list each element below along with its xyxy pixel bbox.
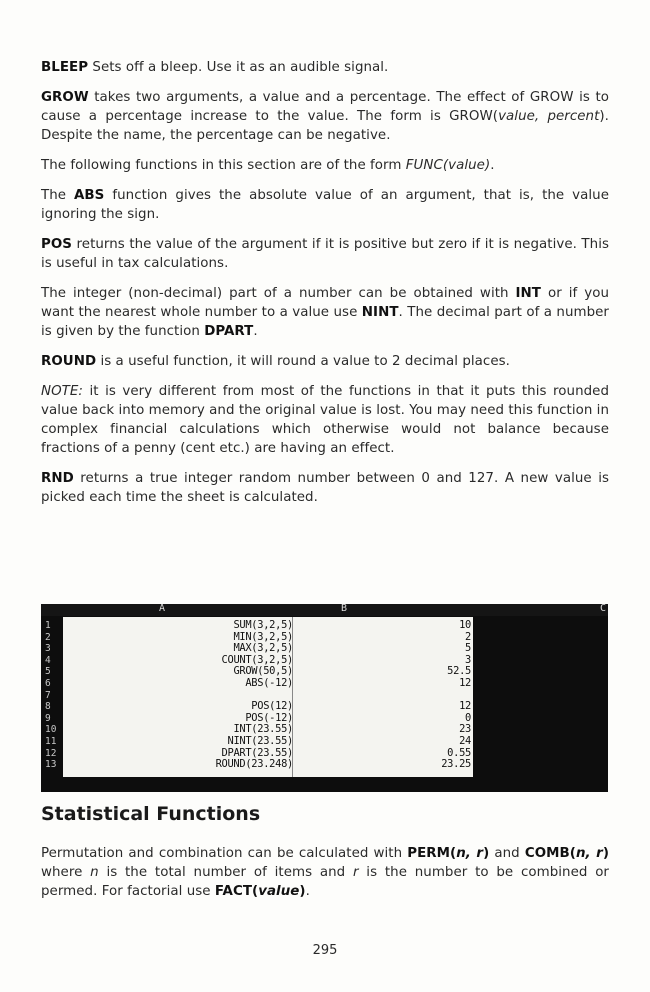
- sheet-cells: [63, 617, 473, 777]
- cell-result: 23: [459, 723, 471, 736]
- paragraph-rnd: [41, 469, 609, 507]
- paragraph-round: [41, 352, 609, 371]
- column-header-bar: [41, 604, 608, 616]
- text-italic: n, r: [456, 846, 484, 861]
- text: ): [299, 884, 306, 899]
- cell-formula: ROUND(23.248): [215, 758, 293, 771]
- text: The integer (non-decimal) part of a number can be obtained with: [41, 286, 516, 301]
- text: Sets off a bleep. Use it as an audible signal.: [88, 60, 389, 75]
- paragraph-bleep: [41, 58, 609, 77]
- text: PERM(: [407, 846, 457, 861]
- row-number: 3: [45, 643, 51, 655]
- row-number: 8: [45, 701, 51, 713]
- paragraph-grow: [41, 88, 609, 145]
- cell-formula: POS(-12): [245, 711, 293, 724]
- text-italic: value, percent: [498, 109, 600, 124]
- text: The: [41, 188, 75, 203]
- sheet-row: [63, 620, 473, 632]
- text: is a useful function, it will round a value to 2 decimal places.: [96, 354, 510, 369]
- text: where: [41, 865, 91, 880]
- cell-result: 12: [459, 677, 471, 689]
- cell-result: 3: [465, 653, 471, 666]
- keyword-round: ROUND: [41, 354, 97, 369]
- cell-formula: NINT(23.55): [227, 735, 293, 747]
- text: The following functions in this section are of the form: [41, 158, 406, 173]
- sheet-row: [63, 759, 473, 771]
- body-text: [41, 58, 609, 518]
- text: returns the value of the argument if it is positive but zero if it is negative. This is useful in tax calculations.: [41, 237, 609, 271]
- keyword-grow: GROW: [41, 90, 89, 105]
- cell-result: 12: [459, 700, 471, 713]
- text: . The decimal part of a number is given by the function: [41, 305, 609, 339]
- keyword-pos: POS: [41, 237, 72, 252]
- cell-formula: MIN(3,2,5): [233, 630, 293, 643]
- cell-formula: MAX(3,2,5): [233, 642, 293, 655]
- row-numbers: [45, 620, 61, 771]
- text: Permutation and combination can be calculated with: [41, 846, 408, 861]
- cell-formula: INT(23.55): [233, 723, 293, 736]
- keyword-fact: [215, 884, 306, 899]
- sheet-row: [63, 678, 473, 690]
- cell-result: 10: [459, 619, 471, 631]
- page-number: 295: [312, 943, 338, 958]
- text: .: [305, 884, 310, 899]
- keyword-comb: [525, 846, 609, 861]
- text-italic: n, r: [575, 846, 603, 861]
- row-number: 1: [45, 620, 51, 631]
- cell-formula: GROW(50,5): [233, 665, 293, 678]
- row-number: 13: [45, 759, 57, 771]
- keyword-dpart: DPART: [204, 324, 254, 339]
- cell-result: 0: [465, 711, 471, 724]
- cell-result: 2: [465, 630, 471, 643]
- cell-result: 24: [459, 735, 471, 747]
- cell-formula: SUM(3,2,5): [233, 619, 293, 631]
- cell-result: 0.55: [447, 746, 471, 759]
- text: ): [602, 846, 609, 861]
- section-title: Statistical Functions: [41, 803, 261, 825]
- text: .: [253, 324, 258, 339]
- keyword-bleep: BLEEP: [41, 60, 89, 75]
- text: FACT(: [214, 884, 259, 899]
- keyword-abs: ABS: [74, 188, 105, 203]
- text: or if you want the nearest whole number to a value use: [41, 286, 609, 320]
- cell-result: 5: [465, 642, 471, 655]
- text: takes two arguments, a value and a percentage. The effect of GROW is to cause a percentage increase to the value. The form is GROW(: [41, 90, 609, 124]
- row-number: 4: [45, 654, 51, 666]
- row-number: 12: [45, 747, 57, 759]
- paragraph-form: [41, 156, 609, 175]
- keyword-int: INT: [515, 286, 541, 301]
- text: ): [483, 846, 490, 861]
- text: is the total number of items and: [98, 865, 353, 880]
- keyword-perm: [407, 846, 489, 861]
- keyword-nint: NINT: [361, 305, 399, 320]
- sheet-row: [63, 736, 473, 748]
- column-letter-c: C: [600, 604, 607, 614]
- cell-formula: DPART(23.55): [221, 746, 293, 759]
- cell-formula: ABS(-12): [245, 677, 293, 689]
- text: .: [490, 158, 495, 173]
- paragraph-statistical: [41, 844, 609, 901]
- text: ). Despite the name, the percentage can be negative.: [41, 109, 609, 143]
- cell-formula: COUNT(3,2,5): [221, 653, 293, 666]
- row-number: 10: [45, 724, 57, 736]
- text-italic: n: [90, 865, 99, 880]
- note-label: NOTE:: [41, 384, 83, 399]
- row-number: 9: [45, 712, 51, 724]
- row-number: 7: [45, 689, 51, 701]
- text-italic: FUNC(value): [405, 158, 491, 173]
- row-number: 6: [45, 677, 51, 689]
- row-number: 5: [45, 666, 51, 678]
- text: COMB(: [524, 846, 576, 861]
- text-italic: r: [352, 865, 359, 880]
- text: it is very different from most of the functions in that it puts this rounded value back into memory and the original value is lost. You may need this function in complex financial calculations which otherwise would not balance because fractions of a penny (cent etc.) are having an effect.: [41, 384, 609, 456]
- paragraph-abs: [41, 186, 609, 224]
- text: and: [489, 846, 525, 861]
- paragraph-int: [41, 284, 609, 341]
- text: returns a true integer random number between 0 and 127. A new value is picked each time the sheet is calculated.: [41, 471, 609, 505]
- row-number: 11: [45, 735, 57, 747]
- text-italic: value: [258, 884, 300, 899]
- column-letter-a: A: [159, 604, 166, 614]
- cell-formula: POS(12): [251, 700, 293, 713]
- spreadsheet-screenshot: [41, 604, 608, 792]
- text: function gives the absolute value of an argument, that is, the value ignoring the sign.: [41, 188, 609, 222]
- row-number: 2: [45, 631, 51, 643]
- cell-result: 52.5: [447, 665, 471, 678]
- paragraph-note: [41, 382, 609, 458]
- text: is the number to be combined or permed. For factorial use: [41, 865, 609, 899]
- column-letter-b: B: [341, 604, 348, 614]
- keyword-rnd: RND: [41, 471, 74, 486]
- cell-result: 23.25: [441, 758, 471, 771]
- paragraph-pos: [41, 235, 609, 273]
